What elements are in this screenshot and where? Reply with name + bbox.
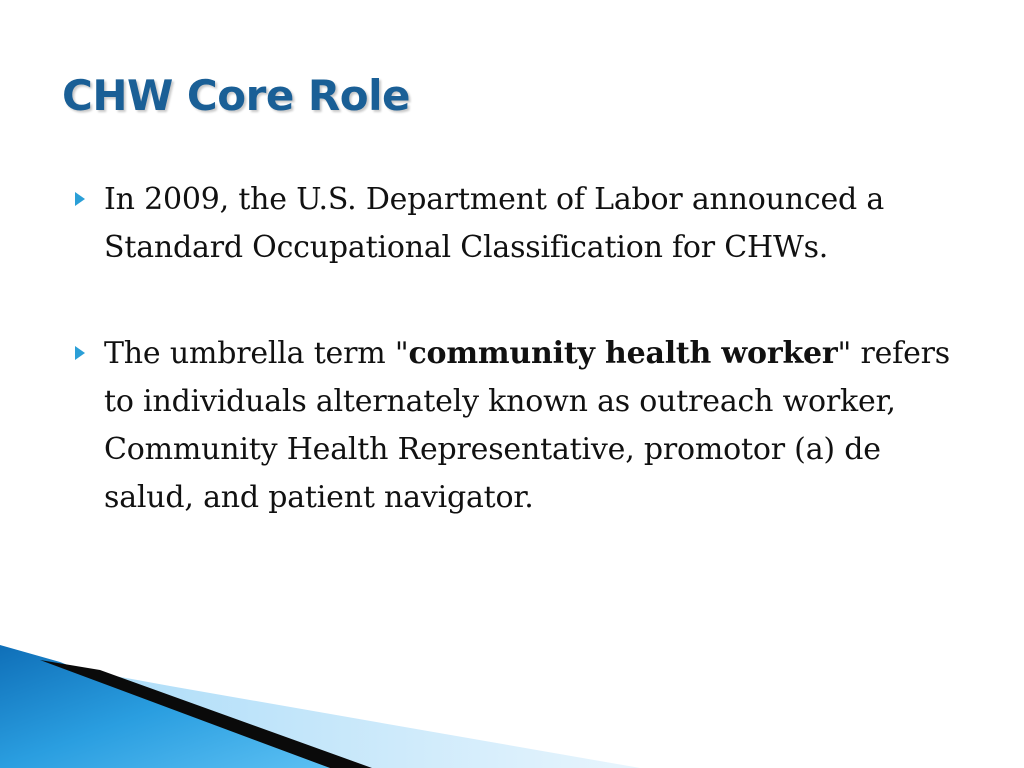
bold-term: community health worker xyxy=(408,336,838,371)
swoosh-blue-wedge xyxy=(0,645,330,768)
swoosh-light-band xyxy=(60,666,640,768)
bullet-text-suffix: " refers to individuals alternately known as outreach worker, Community Health Representative, promotor (a) de salud, and patient navigator. xyxy=(104,336,950,515)
bullet-item-dol-classification xyxy=(75,176,975,272)
bullet-item-umbrella-term xyxy=(75,330,975,522)
swoosh-dark-stripe xyxy=(40,660,372,768)
bullet-list xyxy=(75,176,975,522)
slide-title: CHW Core Role xyxy=(62,71,410,120)
bullet-text: In 2009, the U.S. Department of Labor announced a Standard Occupational Classification for CHWs. xyxy=(104,182,885,265)
bullet-triangle-icon xyxy=(75,346,85,360)
bullet-triangle-icon xyxy=(75,192,85,206)
bullet-text-prefix: The umbrella term " xyxy=(104,336,409,371)
